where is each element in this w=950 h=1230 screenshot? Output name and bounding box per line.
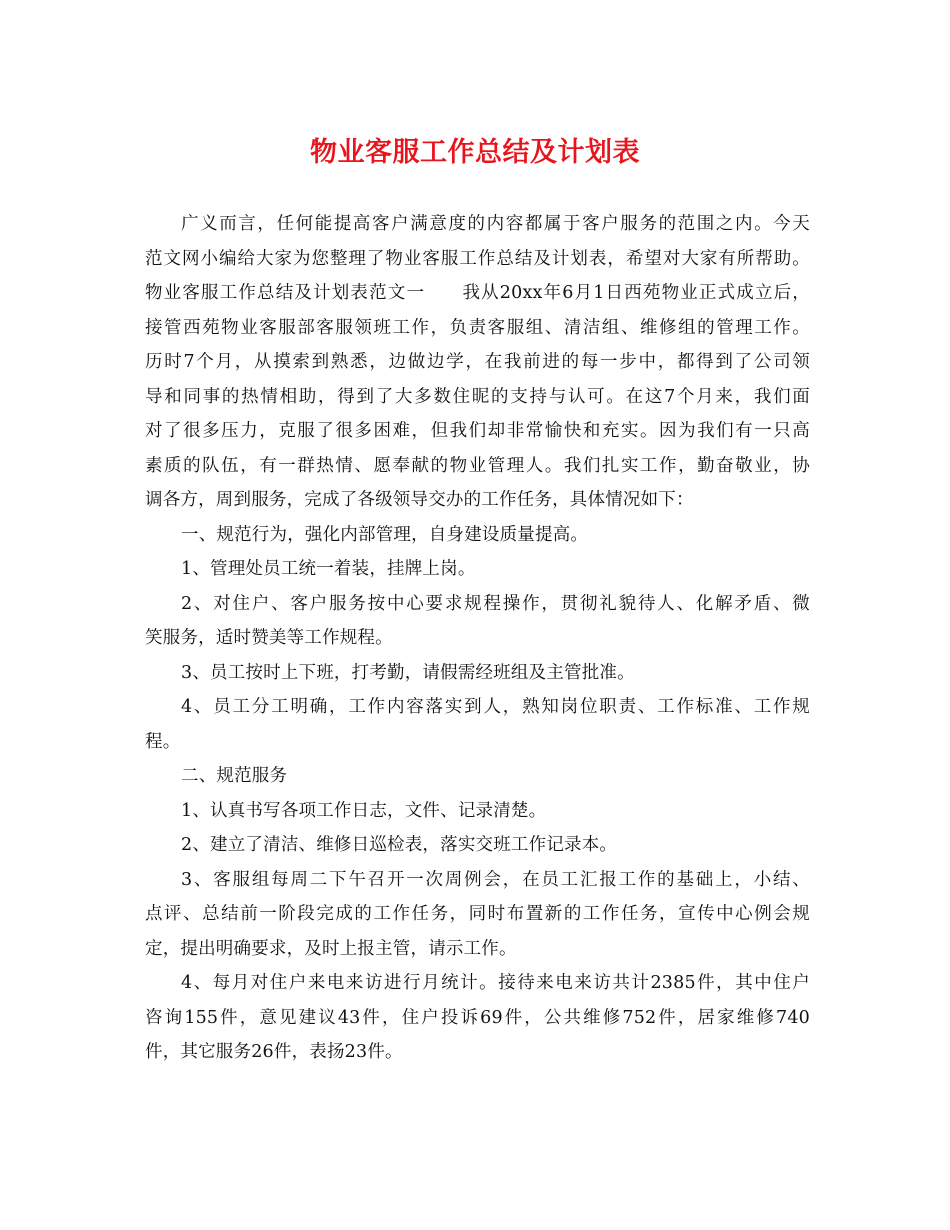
list-item: 1、认真书写各项工作日志，文件、记录清楚。 — [181, 800, 547, 821]
list-item-continuation: 件，其它服务26件，表扬23件。 — [145, 1042, 403, 1062]
list-item: 2、对住户、客户服务按中心要求规程操作，贯彻礼貌待人、化解矛盾、微 — [181, 593, 810, 614]
paragraph-line: 调各方，周到服务，完成了各级领导交办的工作任务，具体情况如下： — [145, 490, 694, 510]
list-item: 2、建立了清洁、维修日巡检表，落实交班工作记录本。 — [181, 835, 618, 855]
paragraph-line: 物业客服工作总结及计划表范文一 我从20xx年6月1日西苑物业正式成立后， — [145, 283, 810, 303]
list-item: 3、员工按时上下班，打考勤，请假需经班组及主管批准。 — [181, 662, 635, 683]
list-item: 4、每月对住户来电来访进行月统计。接待来电来访共计2385件，其中住户 — [181, 973, 810, 993]
paragraph-line: 导和同事的热情相助，得到了大多数住昵的支持与认可。在这7个月来，我们面 — [145, 386, 810, 407]
list-item: 3、客服组每周二下午召开一次周例会，在员工汇报工作的基础上，小结、 — [181, 869, 810, 890]
list-item-continuation: 笑服务，适时赞美等工作规程。 — [145, 628, 393, 648]
document-body — [145, 207, 810, 1070]
list-item: 1、管理处员工统一着装，挂牌上岗。 — [181, 559, 476, 579]
section-heading: 二、规范服务 — [181, 766, 288, 786]
list-item: 4、员工分工明确，工作内容落实到人，熟知岗位职责、工作标准、工作规 — [181, 697, 810, 717]
paragraph-line: 历时7个月，从摸索到熟悉，边做边学，在我前进的每一步中，都得到了公司领 — [145, 352, 810, 372]
list-item-continuation: 咨询155件，意见建议43件，住户投诉69件，公共维修752件，居家维修740 — [145, 1007, 810, 1028]
section-heading: 一、规范行为，强化内部管理，自身建设质量提高。 — [181, 524, 589, 545]
paragraph-line: 广义而言，任何能提高客户满意度的内容都属于客户服务的范围之内。今天 — [181, 214, 810, 234]
list-item-continuation: 点评、总结前一阶段完成的工作任务，同时布置新的工作任务，宣传中心例会规 — [145, 904, 810, 924]
list-item-continuation: 程。 — [145, 731, 181, 752]
list-item-continuation: 定，提出明确要求，及时上报主管，请示工作。 — [145, 938, 517, 959]
paragraph-line: 接管西苑物业客服部客服领班工作，负责客服组、清洁组、维修组的管理工作。 — [145, 317, 810, 338]
paragraph-line: 范文网小编给大家为您整理了物业客服工作总结及计划表，希望对大家有所帮助。 — [145, 248, 810, 269]
paragraph-line: 素质的队伍，有一群热情、愿奉献的物业管理人。我们扎实工作，勤奋敬业，协 — [145, 455, 810, 476]
paragraph-line: 对了很多压力，克服了很多困难，但我们却非常愉快和充实。因为我们有一只高 — [145, 421, 810, 441]
document-title: 物业客服工作总结及计划表 — [310, 137, 640, 168]
